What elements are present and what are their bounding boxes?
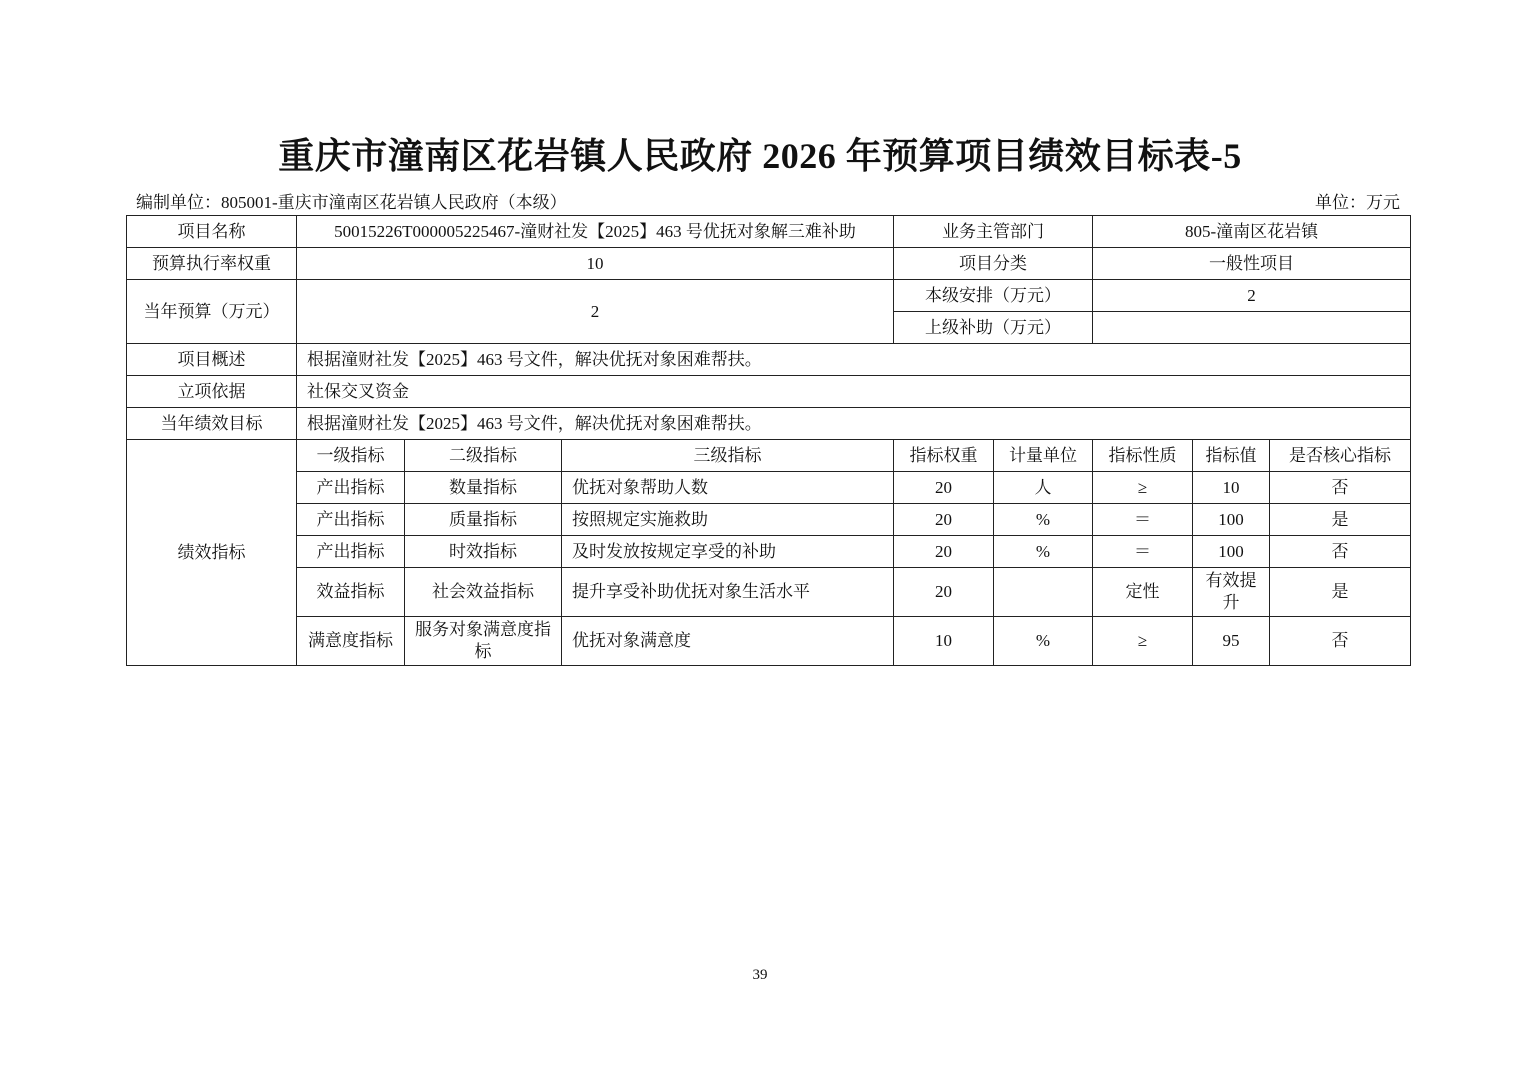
- overview-value: 根据潼财社发【2025】463 号文件，解决优抚对象困难帮扶。: [297, 344, 1411, 376]
- exec-weight-label: 预算执行率权重: [127, 248, 297, 280]
- header-level1: 一级指标: [297, 440, 405, 472]
- indicator-level3: 按照规定实施救助: [562, 504, 894, 536]
- page-title: 重庆市潼南区花岩镇人民政府 2026 年预算项目绩效目标表-5: [278, 136, 1242, 176]
- indicator-unit: %: [994, 617, 1093, 666]
- header-value: 指标值: [1193, 440, 1270, 472]
- header-nature: 指标性质: [1093, 440, 1193, 472]
- category-label: 项目分类: [894, 248, 1093, 280]
- perf-label: 绩效指标: [127, 440, 297, 666]
- indicator-value: 100: [1193, 536, 1270, 568]
- indicator-weight: 20: [894, 536, 994, 568]
- indicator-level2: 社会效益指标: [405, 568, 562, 617]
- indicator-level3: 及时发放按规定享受的补助: [562, 536, 894, 568]
- indicator-core: 是: [1270, 568, 1411, 617]
- local-label: 本级安排（万元）: [894, 280, 1093, 312]
- budget-label: 当年预算（万元）: [127, 280, 297, 344]
- indicator-weight: 20: [894, 568, 994, 617]
- indicator-unit: %: [994, 504, 1093, 536]
- indicator-nature: 定性: [1093, 568, 1193, 617]
- compiling-unit: 编制单位：805001-重庆市潼南区花岩镇人民政府（本级）: [136, 193, 567, 212]
- table-row: [127, 617, 1411, 666]
- indicator-unit: %: [994, 536, 1093, 568]
- indicator-level1: 产出指标: [297, 504, 405, 536]
- basis-label: 立项依据: [127, 376, 297, 408]
- row-overview: [127, 344, 1411, 376]
- overview-label: 项目概述: [127, 344, 297, 376]
- project-name-label: 项目名称: [127, 216, 297, 248]
- indicator-core: 否: [1270, 472, 1411, 504]
- indicator-nature: ≥: [1093, 472, 1193, 504]
- indicator-level2: 服务对象满意度指标: [405, 617, 562, 666]
- indicator-core: 是: [1270, 504, 1411, 536]
- budget-value: 2: [297, 280, 894, 344]
- page-number: 39: [752, 967, 768, 983]
- indicator-weight: 20: [894, 472, 994, 504]
- indicator-unit: [994, 568, 1093, 617]
- indicator-core: 否: [1270, 536, 1411, 568]
- indicator-level3: 提升享受补助优抚对象生活水平: [562, 568, 894, 617]
- header-level3: 三级指标: [562, 440, 894, 472]
- header-core: 是否核心指标: [1270, 440, 1411, 472]
- upper-label: 上级补助（万元）: [894, 312, 1093, 344]
- dept-label: 业务主管部门: [894, 216, 1093, 248]
- goal-label: 当年绩效目标: [127, 408, 297, 440]
- indicator-nature: ≥: [1093, 617, 1193, 666]
- indicator-value: 100: [1193, 504, 1270, 536]
- indicator-nature: ＝: [1093, 536, 1193, 568]
- indicator-nature: ＝: [1093, 504, 1193, 536]
- row-basis: [127, 376, 1411, 408]
- exec-weight-value: 10: [297, 248, 894, 280]
- dept-value: 805-潼南区花岩镇: [1093, 216, 1411, 248]
- header-level2: 二级指标: [405, 440, 562, 472]
- row-budget-local: [127, 280, 1411, 312]
- indicator-weight: 10: [894, 617, 994, 666]
- upper-value: [1093, 312, 1411, 344]
- indicator-value: 有效提升: [1193, 568, 1270, 617]
- indicator-level1: 满意度指标: [297, 617, 405, 666]
- table-row: [127, 472, 1411, 504]
- indicator-core: 否: [1270, 617, 1411, 666]
- goal-value: 根据潼财社发【2025】463 号文件，解决优抚对象困难帮扶。: [297, 408, 1411, 440]
- basis-value: 社保交叉资金: [297, 376, 1411, 408]
- indicator-header-row: [127, 440, 1411, 472]
- project-name-value: 50015226T000005225467-潼财社发【2025】463 号优抚对象解三难补助: [297, 216, 894, 248]
- indicator-value: 10: [1193, 472, 1270, 504]
- header-weight: 指标权重: [894, 440, 994, 472]
- indicator-level2: 数量指标: [405, 472, 562, 504]
- indicator-level1: 效益指标: [297, 568, 405, 617]
- row-project-name: [127, 216, 1411, 248]
- indicator-weight: 20: [894, 504, 994, 536]
- indicator-level2: 质量指标: [405, 504, 562, 536]
- indicator-unit: 人: [994, 472, 1093, 504]
- header-unit: 计量单位: [994, 440, 1093, 472]
- row-exec-weight: [127, 248, 1411, 280]
- table-row: [127, 504, 1411, 536]
- row-goal: [127, 408, 1411, 440]
- indicator-level3: 优抚对象满意度: [562, 617, 894, 666]
- table-row: [127, 536, 1411, 568]
- category-value: 一般性项目: [1093, 248, 1411, 280]
- indicator-level1: 产出指标: [297, 472, 405, 504]
- indicator-level1: 产出指标: [297, 536, 405, 568]
- performance-target-table: [126, 215, 1411, 666]
- local-value: 2: [1093, 280, 1411, 312]
- indicator-level3: 优抚对象帮助人数: [562, 472, 894, 504]
- currency-unit: 单位：万元: [1315, 193, 1400, 212]
- indicator-value: 95: [1193, 617, 1270, 666]
- table-row: [127, 568, 1411, 617]
- indicator-level2: 时效指标: [405, 536, 562, 568]
